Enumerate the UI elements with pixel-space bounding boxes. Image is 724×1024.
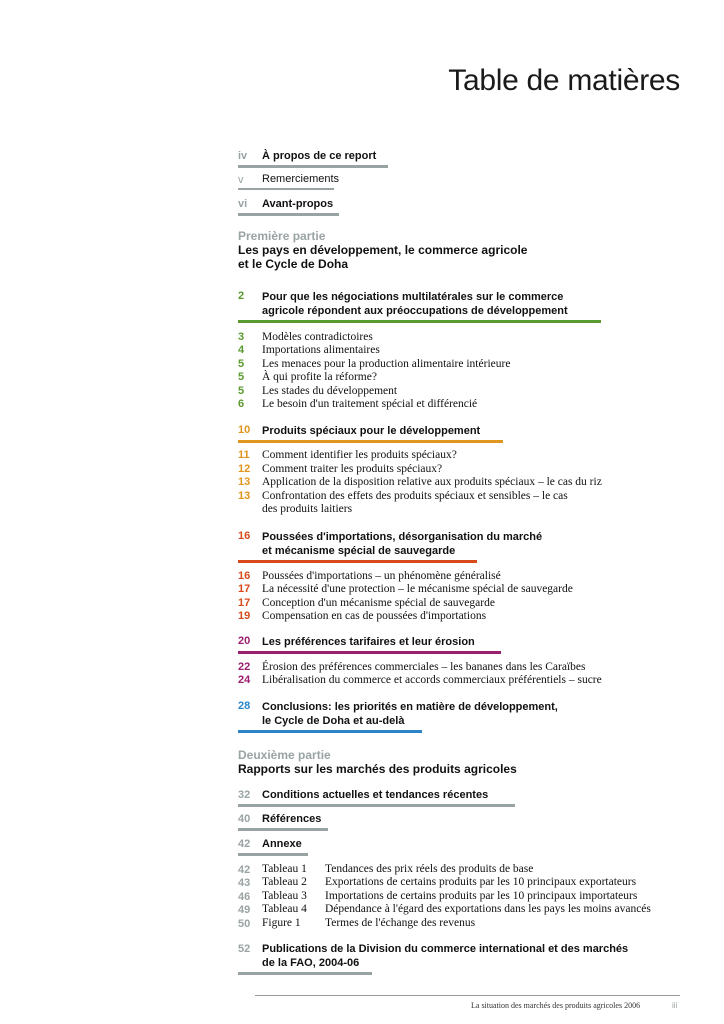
annex-item[interactable]: Tendances des prix réels des produits de base: [325, 863, 534, 875]
toc-entry-publications[interactable]: de la FAO, 2004-06: [262, 957, 360, 969]
toc-rule: [238, 188, 334, 190]
item-page-number: 16: [238, 570, 251, 582]
toc-page-number: 42: [238, 838, 251, 850]
chapter-rule: [238, 730, 422, 733]
item-page-number: 22: [238, 661, 251, 673]
item-page-number: 4: [238, 344, 245, 356]
item-page-number: 13: [238, 476, 251, 488]
toc-page-number: iv: [238, 150, 248, 162]
toc-item[interactable]: La nécessité d'une protection – le mécanisme spécial de sauvegarde: [262, 583, 573, 595]
annex-item[interactable]: Exportations de certains produits par les 10 principaux exportateurs: [325, 876, 637, 888]
toc-item[interactable]: Conception d'un mécanisme spécial de sauvegarde: [262, 597, 495, 609]
chapter-title[interactable]: Produits spéciaux pour le développement: [262, 425, 481, 437]
annex-label: Tableau 3: [262, 890, 307, 902]
item-page-number: 5: [238, 358, 245, 370]
annex-item[interactable]: Importations de certains produits par les 10 principaux importateurs: [325, 890, 638, 902]
part-title: Les pays en développement, le commerce agricole: [238, 243, 528, 257]
toc-entry-acknowledgements[interactable]: Remerciements: [262, 173, 340, 185]
chapter-page-number: 10: [238, 424, 251, 436]
item-page-number: 12: [238, 463, 251, 475]
toc-item[interactable]: Confrontation des effets des produits spéciaux et sensibles – le cas: [262, 490, 568, 502]
chapter-title[interactable]: Poussées d'importations, désorganisation du marché: [262, 531, 543, 543]
item-page-number: 49: [238, 904, 251, 916]
footer-text: La situation des marchés des produits agricoles 2006: [471, 1001, 641, 1010]
toc-page-number: 32: [238, 789, 251, 801]
toc-item[interactable]: Les menaces pour la production alimentaire intérieure: [262, 358, 511, 370]
chapter-rule: [238, 440, 503, 443]
item-page-number: 17: [238, 597, 251, 609]
toc-rule: [238, 853, 308, 856]
chapter-rule: [238, 651, 501, 654]
toc-item[interactable]: Libéralisation du commerce et accords commerciaux préférentiels – sucre: [262, 674, 602, 686]
chapter-title[interactable]: Conclusions: les priorités en matière de développement,: [262, 701, 558, 713]
item-page-number: 42: [238, 864, 251, 876]
page-title: Table de matières: [448, 64, 680, 97]
toc-rule: [238, 828, 328, 831]
chapter-page-number: 28: [238, 700, 251, 712]
chapter-page-number: 2: [238, 290, 245, 302]
toc-item[interactable]: Application de la disposition relative aux produits spéciaux – le cas du riz: [262, 476, 602, 488]
toc-item[interactable]: Comment identifier les produits spéciaux?: [262, 449, 457, 461]
toc-item[interactable]: À qui profite la réforme?: [262, 371, 377, 383]
toc-entry-about[interactable]: À propos de ce report: [262, 150, 377, 162]
toc-page-number: v: [238, 174, 244, 186]
toc-entry-references[interactable]: Références: [262, 813, 322, 825]
part-title: et le Cycle de Doha: [238, 257, 349, 271]
annex-label: Tableau 2: [262, 876, 307, 888]
toc-item[interactable]: Les stades du développement: [262, 385, 398, 397]
toc-rule: [238, 972, 372, 975]
item-page-number: 19: [238, 610, 251, 622]
chapter-title[interactable]: et mécanisme spécial de sauvegarde: [262, 545, 456, 557]
part-label: Première partie: [238, 229, 326, 243]
toc-item[interactable]: Poussées d'importations – un phénomène généralisé: [262, 570, 501, 582]
annex-item[interactable]: Termes de l'échange des revenus: [325, 917, 476, 929]
item-page-number: 3: [238, 331, 245, 343]
annex-label: Tableau 4: [262, 903, 307, 915]
item-page-number: 6: [238, 398, 245, 410]
item-page-number: 24: [238, 674, 251, 686]
toc-item[interactable]: Comment traiter les produits spéciaux?: [262, 463, 443, 475]
footer-page-number: iii: [672, 1001, 678, 1010]
annex-item[interactable]: Dépendance à l'égard des exportations dans les pays les moins avancés: [325, 903, 651, 915]
toc-rule: [238, 165, 388, 168]
toc-item[interactable]: Importations alimentaires: [262, 344, 380, 356]
chapter-title[interactable]: Les préférences tarifaires et leur érosion: [262, 636, 475, 648]
item-page-number: 13: [238, 490, 251, 502]
chapter-rule: [238, 320, 601, 323]
chapter-rule: [238, 560, 477, 563]
item-page-number: 5: [238, 385, 245, 397]
annex-label: Tableau 1: [262, 863, 307, 875]
toc-rule: [238, 804, 515, 807]
footer-rule: [255, 995, 680, 996]
toc-page-number: 40: [238, 813, 251, 825]
toc-entry-annex[interactable]: Annexe: [262, 838, 302, 850]
item-page-number: 5: [238, 371, 245, 383]
toc-item[interactable]: Le besoin d'un traitement spécial et différencié: [262, 398, 478, 410]
part-title: Rapports sur les marchés des produits agricoles: [238, 762, 517, 776]
toc-rule: [238, 213, 339, 216]
toc-page-number: vi: [238, 198, 248, 210]
chapter-title[interactable]: Pour que les négociations multilatérales sur le commerce: [262, 291, 564, 303]
toc-item[interactable]: Érosion des préférences commerciales – les bananes dans les Caraïbes: [262, 661, 586, 673]
toc-item[interactable]: Modèles contradictoires: [262, 331, 373, 343]
chapter-title[interactable]: le Cycle de Doha et au-delà: [262, 715, 405, 727]
item-page-number: 11: [238, 449, 250, 461]
toc-page-number: 52: [238, 943, 251, 955]
item-page-number: 17: [238, 583, 251, 595]
toc-entry-foreword[interactable]: Avant-propos: [262, 198, 334, 210]
chapter-page-number: 16: [238, 530, 251, 542]
part-label: Deuxième partie: [238, 748, 331, 762]
item-page-number: 46: [238, 891, 251, 903]
toc-entry-publications[interactable]: Publications de la Division du commerce international et des marchés: [262, 943, 629, 955]
chapter-page-number: 20: [238, 635, 251, 647]
toc-entry-conditions[interactable]: Conditions actuelles et tendances récentes: [262, 789, 489, 801]
toc-item-continuation[interactable]: des produits laitiers: [262, 503, 353, 515]
item-page-number: 50: [238, 918, 251, 930]
toc-item[interactable]: Compensation en cas de poussées d'importations: [262, 610, 487, 622]
chapter-title[interactable]: agricole répondent aux préoccupations de développement: [262, 305, 568, 317]
item-page-number: 43: [238, 877, 251, 889]
annex-label: Figure 1: [262, 917, 301, 929]
